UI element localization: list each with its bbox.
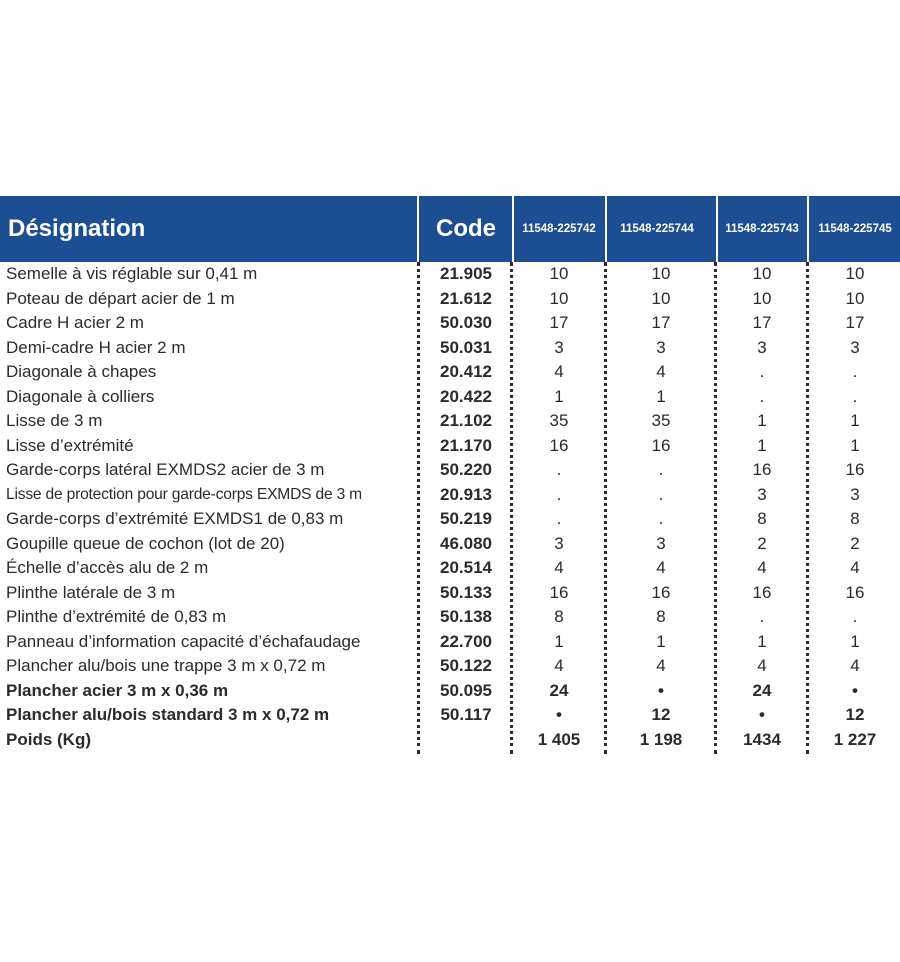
cell-designation: Plinthe latérale de 3 m [6, 582, 176, 602]
cell-qty: 8 [850, 509, 860, 528]
cell-qty: 4 [554, 558, 564, 577]
cell-designation: Plancher alu/bois une trappe 3 m x 0,72 m [6, 656, 326, 675]
cell-code: 20.412 [440, 362, 492, 381]
cell-designation: Diagonale à chapes [6, 362, 157, 381]
cell-qty: 24 [549, 680, 569, 700]
cell-qty: 3 [554, 533, 564, 553]
table-row [0, 556, 900, 581]
cell-qty: • [852, 680, 858, 700]
cell-qty: 1 [554, 386, 564, 406]
cell-designation: Lisse de 3 m [6, 411, 103, 430]
cell-qty: . [852, 362, 858, 381]
table-row [0, 262, 900, 287]
header-divider [417, 196, 419, 262]
cell-designation: Goupille queue de cochon (lot de 20) [6, 533, 285, 553]
cell-qty: 3 [656, 337, 666, 357]
table-body [0, 262, 900, 752]
cell-code: 21.170 [440, 435, 492, 455]
cell-qty: 17 [845, 313, 865, 332]
table-row [0, 483, 900, 508]
cell-qty: 10 [752, 288, 772, 308]
cell-qty: 16 [845, 582, 865, 602]
cell-qty: 3 [850, 337, 860, 357]
cell-qty: 1 [850, 435, 860, 455]
cell-qty: . [759, 362, 765, 381]
cell-qty: 8 [554, 607, 564, 626]
cell-weight: 1 198 [639, 729, 683, 749]
cell-designation: Échelle d’accès alu de 2 m [6, 558, 209, 577]
cell-qty: 2 [757, 533, 767, 553]
cell-qty: 10 [752, 264, 772, 283]
header-column: 11548-225745 [818, 223, 892, 235]
cell-qty: 4 [656, 362, 666, 381]
cell-designation: Garde-corps latéral EXMDS2 acier de 3 m [6, 460, 325, 479]
cell-qty: 4 [850, 558, 860, 577]
header-divider [605, 196, 607, 262]
cell-code: 46.080 [440, 533, 492, 553]
cell-qty: 3 [757, 484, 767, 504]
cell-qty: . [852, 607, 858, 626]
cell-qty: 3 [757, 337, 767, 357]
cell-qty: 3 [554, 337, 564, 357]
cell-code: 50.095 [440, 680, 492, 700]
cell-code: 21.905 [440, 264, 492, 283]
cell-code: 50.220 [440, 460, 492, 479]
cell-qty: 10 [651, 288, 671, 308]
cell-code [420, 728, 512, 753]
table-row [0, 434, 900, 459]
table-row [0, 458, 900, 483]
cell-qty: 1 [656, 631, 666, 651]
cell-weight: 1 405 [537, 729, 581, 749]
cell-qty: 16 [549, 435, 569, 455]
cell-qty: 10 [845, 288, 865, 308]
cell-qty: 4 [757, 558, 767, 577]
cell-qty: 12 [845, 705, 865, 724]
header-divider [807, 196, 809, 262]
cell-designation: Plinthe d’extrémité de 0,83 m [6, 607, 227, 626]
column-divider [510, 262, 513, 754]
table-row [0, 336, 900, 361]
cell-designation: Plancher acier 3 m x 0,36 m [6, 680, 229, 700]
cell-qty: 16 [549, 582, 569, 602]
table-row [0, 385, 900, 410]
cell-code: 50.031 [440, 337, 492, 357]
cell-qty: • [759, 705, 765, 724]
cell-qty: 10 [845, 264, 865, 283]
cell-designation: Plancher alu/bois standard 3 m x 0,72 m [6, 705, 330, 724]
header-divider [716, 196, 718, 262]
cell-qty: 16 [651, 582, 671, 602]
cell-qty: 2 [850, 533, 860, 553]
cell-code: 50.117 [440, 705, 492, 724]
cell-qty: . [556, 460, 562, 479]
header-divider [512, 196, 514, 262]
table-row [0, 654, 900, 679]
cell-designation: Cadre H acier 2 m [6, 313, 144, 332]
cell-qty: 17 [651, 313, 671, 332]
table-row [0, 507, 900, 532]
cell-code: 50.138 [440, 607, 492, 626]
cell-qty: 35 [549, 411, 569, 430]
cell-qty: 1 [850, 411, 860, 430]
cell-designation: Demi-cadre H acier 2 m [6, 337, 186, 357]
cell-weight: 1 227 [833, 729, 877, 749]
table-row [0, 679, 900, 704]
cell-qty: 1 [757, 631, 767, 651]
cell-code: 21.612 [440, 288, 492, 308]
table-row [0, 287, 900, 312]
cell-code: 21.102 [440, 411, 492, 430]
cell-designation: Poids (Kg) [6, 729, 91, 749]
cell-designation: Panneau d’information capacité d’échafaudage [6, 631, 361, 651]
cell-code: 20.514 [440, 558, 492, 577]
cell-qty: 24 [752, 680, 772, 700]
cell-qty: 1 [850, 631, 860, 651]
table-row [0, 703, 900, 728]
cell-qty: 1 [757, 435, 767, 455]
cell-qty: . [658, 460, 664, 479]
cell-code: 50.030 [440, 313, 492, 332]
table-row [0, 605, 900, 630]
component-table [0, 196, 900, 752]
cell-weight: 1434 [743, 729, 781, 749]
cell-qty: 16 [752, 460, 772, 479]
cell-qty: . [658, 509, 664, 528]
cell-qty: 4 [757, 656, 767, 675]
cell-qty: . [759, 386, 765, 406]
cell-designation: Lisse de protection pour garde-corps EXMDS de 3 m [6, 485, 362, 503]
cell-qty: 1 [757, 411, 767, 430]
header-column: 11548-225744 [620, 223, 694, 235]
cell-qty: 4 [850, 656, 860, 675]
cell-code: 22.700 [440, 631, 492, 651]
cell-code: 50.133 [440, 582, 492, 602]
table-row [0, 630, 900, 655]
cell-qty: . [759, 607, 765, 626]
table-row [0, 581, 900, 606]
cell-code: 20.913 [440, 484, 492, 504]
cell-qty: 1 [554, 631, 564, 651]
cell-qty: 8 [757, 509, 767, 528]
column-divider [417, 262, 420, 754]
table-row [0, 532, 900, 557]
cell-qty: 17 [549, 313, 569, 332]
table-row [0, 311, 900, 336]
cell-qty: . [658, 484, 664, 504]
cell-qty: 16 [651, 435, 671, 455]
header-code: Code [436, 215, 496, 242]
cell-qty: 1 [656, 386, 666, 406]
cell-qty: 4 [554, 656, 564, 675]
column-divider [714, 262, 717, 754]
cell-qty: 16 [752, 582, 772, 602]
table-header [0, 196, 900, 262]
cell-qty: 10 [651, 264, 671, 283]
cell-qty: 4 [656, 656, 666, 675]
cell-code: 50.219 [440, 509, 492, 528]
cell-designation: Poteau de départ acier de 1 m [6, 288, 235, 308]
cell-qty: 12 [651, 705, 671, 724]
cell-qty: 8 [656, 607, 666, 626]
cell-qty: . [556, 509, 562, 528]
cell-qty: 3 [850, 484, 860, 504]
cell-designation: Diagonale à colliers [6, 386, 155, 406]
cell-designation: Lisse d’extrémité [6, 435, 134, 455]
cell-qty: • [556, 705, 562, 724]
header-column: 11548-225742 [522, 223, 596, 235]
cell-designation: Garde-corps d’extrémité EXMDS1 de 0,83 m [6, 509, 344, 528]
cell-code: 20.422 [440, 386, 492, 406]
cell-qty: 4 [554, 362, 564, 381]
cell-qty: • [658, 680, 664, 700]
cell-qty: 35 [651, 411, 671, 430]
table-row [0, 360, 900, 385]
cell-qty: 4 [656, 558, 666, 577]
cell-qty: 16 [845, 460, 865, 479]
column-divider [604, 262, 607, 754]
cell-qty: 10 [549, 264, 569, 283]
cell-code: 50.122 [440, 656, 492, 675]
cell-qty: 17 [752, 313, 772, 332]
cell-qty: 3 [656, 533, 666, 553]
column-divider [806, 262, 809, 754]
header-designation: Désignation [8, 215, 146, 242]
cell-designation: Semelle à vis réglable sur 0,41 m [6, 264, 258, 283]
cell-qty: . [556, 484, 562, 504]
table-row-total [0, 728, 900, 753]
table-row [0, 409, 900, 434]
header-column: 11548-225743 [725, 223, 799, 235]
cell-qty: . [852, 386, 858, 406]
cell-qty: 10 [549, 288, 569, 308]
